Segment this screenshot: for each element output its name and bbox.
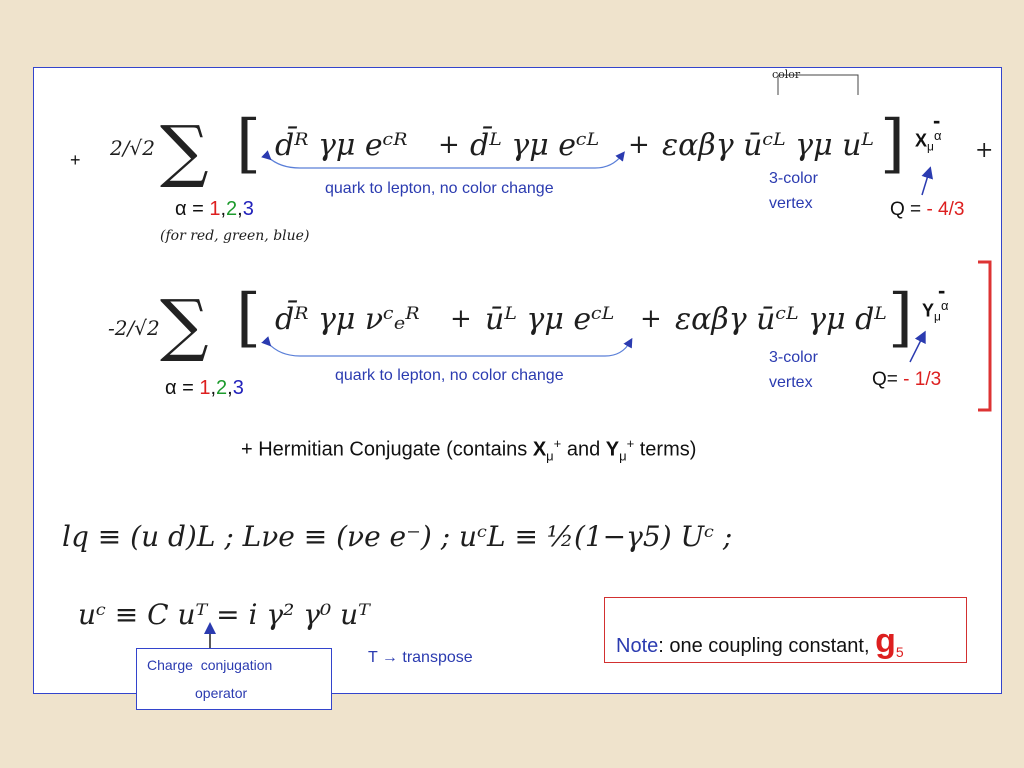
row2-alpha-2: 2 — [216, 377, 228, 399]
row1-boson-sup: α — [933, 128, 942, 143]
hermitian-y-sub: μ — [619, 448, 627, 464]
hermitian-x-sub: μ — [546, 448, 554, 464]
row1-charge-value: - 4/3 — [926, 199, 965, 220]
row2-annotation: quark to lepton, no color change — [335, 367, 564, 384]
charge-conjugation-line2: operator — [195, 685, 248, 701]
row2-vertex-line1: 3-color — [769, 349, 818, 366]
row2-boson-sup: α — [940, 298, 949, 313]
hermitian-y-sup: + — [626, 436, 635, 451]
hermitian-suffix: terms) — [634, 438, 697, 461]
row2-alpha-1: 1 — [199, 377, 211, 399]
row1-alpha-comma2: , — [237, 198, 243, 220]
row2-charge-prefix: Q= — [872, 369, 904, 390]
row2-term3: εαβγ ūᶜᴸ γμ dᴸ — [675, 302, 887, 337]
row2-alpha-3: 3 — [232, 377, 244, 399]
hermitian-prefix: + Hermitian Conjugate (contains — [241, 438, 533, 461]
row2-term2: ūᴸ γμ eᶜᴸ — [485, 302, 615, 337]
row2-double-arrow — [268, 342, 630, 356]
row2-sigma: ∑ — [160, 286, 209, 365]
note-g-sub: 5 — [895, 644, 904, 660]
row1-alpha-symbol: α — [175, 198, 187, 220]
row1-term1: d̄ᴿ γμ eᶜᴿ — [275, 128, 408, 163]
row2-boson-bar: - — [938, 278, 946, 303]
definitions-line2: uᶜ ≡ C uᵀ = i γ² γ⁰ uᵀ — [78, 598, 370, 631]
definitions-line1: lq ≡ (u d)L ; Lνe ≡ (νe e⁻) ; uᶜL ≡ ½(1−γ5) Uᶜ ; — [62, 520, 733, 553]
row1-prefactor: 2/√2 — [110, 136, 155, 160]
row2-vertex-line2: vertex — [769, 374, 813, 391]
row1-alpha-2: 2 — [226, 198, 238, 220]
row1-alpha-3: 3 — [242, 198, 254, 220]
row1-boson-bar: - — [933, 108, 941, 133]
charge-conjugation-line1: Charge conjugation — [147, 657, 273, 673]
row2-boson-sub: μ — [934, 309, 941, 324]
row2-left-bracket: [ — [236, 281, 261, 355]
row1-term3: εαβγ ūᶜᴸ γμ uᴸ — [662, 128, 874, 163]
row1-alpha-eq: = — [186, 198, 210, 220]
hermitian-and: and — [561, 438, 606, 461]
row2-term1: d̄ᴿ γμ νᶜₑᴿ — [275, 302, 420, 337]
row1-boson-sub: μ — [927, 139, 934, 154]
row1-annotation: quark to lepton, no color change — [325, 180, 554, 197]
color-label: color — [772, 68, 801, 81]
row1-alpha-note: (for red, green, blue) — [160, 228, 310, 244]
red-side-bracket — [978, 262, 990, 410]
hermitian-x-sup: + — [553, 436, 562, 451]
row1-left-bracket: [ — [236, 107, 261, 181]
row2-alpha-comma1: , — [210, 377, 217, 399]
row1-vertex-line2: vertex — [769, 195, 813, 212]
row1-double-arrow — [268, 155, 622, 168]
row1-plus-prefix: + — [70, 150, 81, 170]
note-g: g — [875, 622, 896, 660]
row2-plus1: + — [450, 304, 472, 334]
hermitian-y: Y — [605, 438, 620, 461]
row1-charge-prefix: Q = — [890, 199, 927, 220]
note-text: : one coupling constant, — [658, 635, 876, 657]
row2-alpha-comma2: , — [227, 377, 233, 399]
row2-alpha-eq: = — [176, 377, 200, 399]
color-bracket — [778, 75, 858, 95]
row1-alpha-comma1: , — [220, 198, 227, 220]
row1-boson-x: X — [915, 130, 928, 151]
row1-vertex-line1: 3-color — [769, 170, 818, 187]
row2-boson-y: Y — [922, 300, 935, 321]
row1-charge-arrow — [922, 172, 929, 195]
row1-alpha-1: 1 — [209, 198, 221, 220]
row1-sigma: ∑ — [160, 112, 209, 191]
transpose-note: T → transpose — [368, 649, 473, 666]
row1-plus1: + — [438, 130, 460, 160]
row2-plus2: + — [640, 304, 662, 334]
row1-plus2: + — [628, 130, 650, 160]
row1-right-bracket: ] — [880, 107, 905, 181]
row1-plus-suffix: + — [975, 138, 994, 163]
row2-charge-value: - 1/3 — [903, 369, 942, 390]
row1-term2: d̄ᴸ γμ eᶜᴸ — [470, 128, 600, 163]
row2-charge-arrow — [910, 336, 923, 362]
hermitian-x: X — [532, 438, 547, 461]
row2-prefactor: -2/√2 — [108, 316, 160, 340]
note-label: Note — [616, 635, 659, 657]
row2-right-bracket: ] — [888, 281, 913, 355]
row2-alpha-symbol: α — [165, 377, 177, 399]
